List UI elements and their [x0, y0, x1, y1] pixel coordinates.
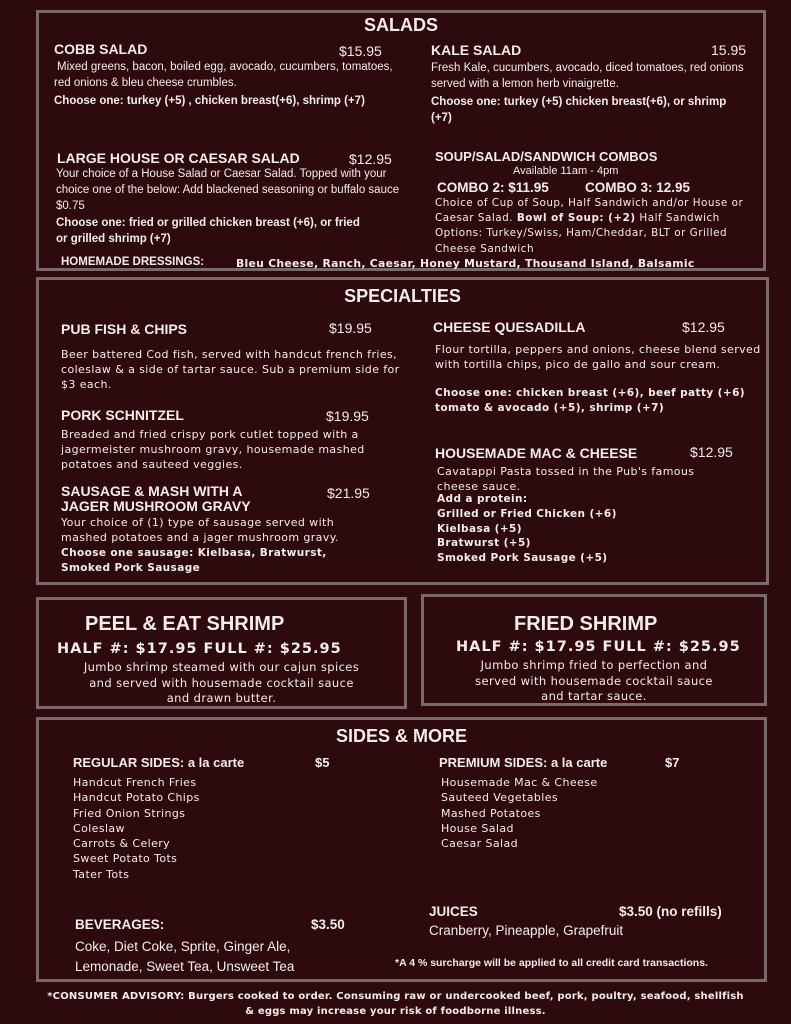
cobb-choose: Choose one: turkey (+5) , chicken breast(+6), shrimp (+7): [54, 95, 365, 107]
dressings-label: HOMEMADE DRESSINGS:: [61, 256, 205, 268]
house-choose: Choose one: fried or grilled chicken breast (+6), or fried or grilled shrimp (+7): [56, 217, 360, 245]
list-item: Fried Onion Strings: [73, 806, 186, 820]
regular-sides-list: [73, 775, 200, 882]
sausage-name1: SAUSAGE & MASH WITH A: [61, 483, 243, 499]
quesadilla-choose1: Choose one: chicken breast (+6), beef patty (+6): [435, 387, 745, 399]
list-item: Carrots & Celery: [73, 837, 171, 851]
premium-label: PREMIUM SIDES: a la carte: [439, 755, 608, 770]
beverages-line1: Coke, Diet Coke, Sprite, Ginger Ale,: [75, 939, 291, 954]
list-item: Handcut French Fries: [73, 776, 197, 789]
beverages-list: [75, 937, 294, 977]
combos-name: SOUP/SALAD/SANDWICH COMBOS: [435, 149, 658, 164]
premium-price: $7: [665, 755, 680, 770]
sausage-price: $21.95: [327, 485, 370, 501]
sausage-desc: Your choice of (1) type of sausage served with mashed potatoes and a jager mushroom gravy.: [61, 516, 339, 544]
quesadilla-desc: Flour tortilla, peppers and onions, cheese blend served with tortilla chips, pico de gallo and sour cream.: [435, 343, 761, 371]
kale-price: 15.95: [711, 42, 747, 58]
dressings-list: Bleu Cheese, Ranch, Caesar, Honey Mustard, Thousand Island, Balsamic: [236, 257, 695, 270]
list-item: Caesar Salad: [441, 837, 518, 851]
combos-desc2: Half Sandwich Options: Turkey/Swiss, Ham/Cheddar, BLT or Grilled Cheese Sandwich: [435, 212, 728, 255]
juices-label: JUICES: [429, 904, 478, 919]
beverages-label: BEVERAGES:: [75, 917, 165, 932]
mac-add-label: Add a protein:: [437, 493, 528, 505]
list-item: Sauteed Vegetables: [441, 791, 559, 805]
peel-desc2: and served with housemade cocktail sauce: [89, 675, 354, 690]
beverages-price: $3.50: [311, 917, 345, 932]
peel-desc3: and drawn butter.: [166, 691, 277, 705]
salads-title: SALADS: [363, 15, 438, 35]
specialties-title: SPECIALTIES: [344, 286, 461, 306]
sausage-choose1: Choose one sausage: Kielbasa, Bratwurst,: [61, 547, 327, 559]
sausage-choose2: Smoked Pork Sausage: [61, 562, 201, 574]
quesadilla-price: $12.95: [682, 319, 725, 335]
kale-choose: Choose one: turkey (+5) chicken breast(+6), or shrimp (+7): [431, 96, 727, 124]
sausage-name2: JAGER MUSHROOM GRAVY: [61, 498, 251, 514]
fish-name: PUB FISH & CHIPS: [61, 321, 188, 337]
mac-add-item: Grilled or Fried Chicken (+6): [437, 507, 617, 520]
juices-price: $3.50 (no refills): [619, 904, 722, 919]
kale-name: KALE SALAD: [431, 42, 522, 58]
sides-title: SIDES & MORE: [335, 726, 468, 746]
fish-desc: Beer battered Cod fish, served with handcut french fries, coleslaw & a side of tartar sauce. Sub a premium side for $3 each.: [61, 348, 400, 391]
quesadilla-name: CHEESE QUESADILLA: [433, 319, 586, 335]
regular-label: REGULAR SIDES: a la carte: [73, 755, 245, 770]
list-item: Mashed Potatoes: [441, 806, 541, 820]
advisory-line1: *CONSUMER ADVISORY: Burgers cooked to order. Consuming raw or undercooked beef, pork, poultry, seafood, shellfish: [47, 991, 744, 1002]
pork-price: $19.95: [326, 408, 369, 424]
cobb-desc: Mixed greens, bacon, boiled egg, avocado, cucumbers, tomatoes, red onions & bleu cheese crumbles.: [54, 61, 393, 89]
premium-sides-list: [441, 775, 598, 851]
list-item: Handcut Potato Chips: [73, 791, 200, 805]
peel-shrimp-section: [36, 597, 407, 709]
specialties-section: [36, 277, 769, 585]
peel-prices: HALF #: $17.95 FULL #: $25.95: [57, 641, 342, 657]
mac-add-item: Kielbasa (+5): [437, 522, 522, 535]
fish-price: $19.95: [329, 320, 372, 336]
list-item: House Salad: [441, 821, 514, 835]
list-item: Housemade Mac & Cheese: [441, 776, 598, 789]
peel-desc1: Jumbo shrimp steamed with our cajun spices: [83, 660, 360, 674]
regular-price: $5: [315, 755, 330, 770]
fried-shrimp-section: [421, 594, 767, 706]
combos-desc1: Choice of Cup of Soup, Half Sandwich and/or House or Caesar Salad.: [435, 197, 744, 225]
sausage-choose: [61, 546, 327, 576]
fried-title: FRIED SHRIMP: [514, 613, 658, 635]
fried-prices: HALF #: $17.95 FULL #: $25.95: [456, 639, 741, 655]
combos-available: Available 11am - 4pm: [513, 165, 619, 177]
house-desc: Your choice of a House Salad or Caesar Salad. Topped with your choice one of the below: Add blackened seasoning or buffalo sauce $0.75: [56, 168, 400, 212]
list-item: Sweet Potato Tots: [73, 852, 178, 866]
juices-list: Cranberry, Pineapple, Grapefruit: [429, 923, 624, 938]
fried-desc3: and tartar sauce.: [541, 689, 647, 703]
list-item: Tater Tots: [73, 867, 130, 881]
peel-desc: [39, 660, 404, 707]
combos-bowl: Bowl of Soup: (+2): [516, 212, 636, 225]
cobb-name: COBB SALAD: [54, 41, 148, 57]
fried-desc: [424, 658, 764, 705]
house-name: LARGE HOUSE OR CAESAR SALAD: [57, 150, 300, 166]
combo2: COMBO 2: $11.95: [437, 180, 549, 195]
mac-name: HOUSEMADE MAC & CHEESE: [435, 445, 638, 461]
combo3: COMBO 3: 12.95: [585, 180, 691, 195]
cobb-price: $15.95: [339, 43, 382, 59]
mac-add-item: Bratwurst (+5): [437, 537, 531, 550]
pork-desc: Breaded and fried crispy pork cutlet topped with a jagermeister mushroom gravy, housemade mashed potatoes and sauteed veggies.: [61, 428, 365, 471]
mac-protein-list: [437, 492, 617, 566]
beverages-line2: Lemonade, Sweet Tea, Unsweet Tea: [75, 959, 295, 974]
fried-desc1: Jumbo shrimp fried to perfection and: [480, 658, 708, 672]
peel-title: PEEL & EAT SHRIMP: [85, 613, 285, 635]
surcharge-note: *A 4 % surcharge will be applied to all credit card transactions.: [395, 957, 708, 969]
list-item: Coleslaw: [73, 821, 125, 835]
quesadilla-choose2: tomato & avocado (+5), shrimp (+7): [435, 402, 665, 414]
quesadilla-choose: [435, 386, 745, 416]
fried-desc2: served with housemade cocktail sauce: [475, 673, 713, 688]
salads-section: [36, 10, 766, 271]
sides-section: [36, 717, 767, 982]
house-price: $12.95: [349, 151, 392, 167]
mac-price: $12.95: [690, 444, 733, 460]
consumer-advisory: [0, 990, 791, 1019]
combos-desc: [435, 196, 760, 257]
kale-desc: Fresh Kale, cucumbers, avocado, diced tomatoes, red onions served with a lemon herb vinaigrette.: [431, 62, 744, 90]
mac-add-item: Smoked Pork Sausage (+5): [437, 552, 608, 565]
mac-desc: Cavatappi Pasta tossed in the Pub's famous cheese sauce.: [437, 465, 695, 493]
sausage-name: [61, 484, 251, 514]
pork-name: PORK SCHNITZEL: [61, 407, 184, 423]
advisory-line2: & eggs may increase your risk of foodborne illness.: [245, 1005, 546, 1017]
